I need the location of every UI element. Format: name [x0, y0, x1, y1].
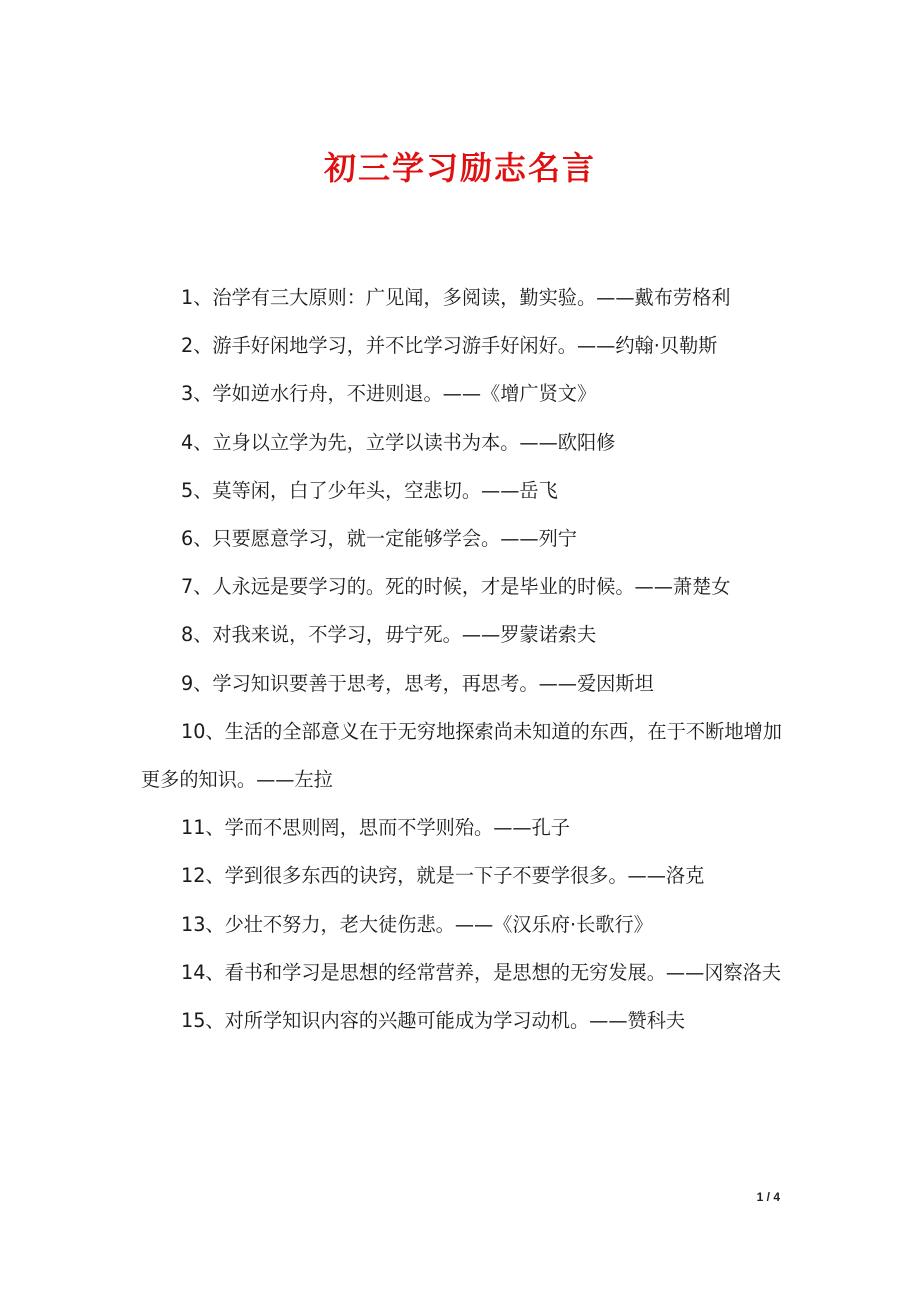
- quote-item: 14、看书和学习是思想的经常营养，是思想的无穷发展。——冈察洛夫: [181, 960, 782, 984]
- quote-item: 13、少壮不努力，老大徒伤悲。——《汉乐府·长歌行》: [181, 912, 653, 936]
- quote-item: 12、学到很多东西的诀窍，就是一下子不要学很多。——洛克: [181, 864, 705, 888]
- quote-item: 2、游手好闲地学习，并不比学习游手好闲好。——约翰·贝勒斯: [181, 334, 718, 358]
- page-indicator: 1 / 4: [756, 1190, 780, 1204]
- quote-item: 10、生活的全部意义在于无穷地探索尚未知道的东西，在于不断地增加更多的知识。——左拉: [141, 719, 782, 792]
- quote-item: 15、对所学知识内容的兴趣可能成为学习动机。——赞科夫: [181, 1009, 686, 1033]
- quote-item: 3、学如逆水行舟，不进则退。——《增广贤文》: [181, 382, 597, 406]
- quote-item: 6、只要愿意学习，就一定能够学会。——列宁: [181, 527, 577, 551]
- document-title: 初三学习励志名言: [323, 149, 596, 187]
- quote-item: 7、人永远是要学习的。死的时候，才是毕业的时候。——萧楚女: [181, 575, 731, 599]
- quote-item: 9、学习知识要善于思考，思考，再思考。——爱因斯坦: [181, 671, 654, 695]
- quote-item: 4、立身以立学为先，立学以读书为本。——欧阳修: [181, 430, 616, 454]
- quote-list: [141, 274, 782, 1045]
- quote-item: 11、学而不思则罔，思而不学则殆。——孔子: [181, 816, 570, 840]
- quote-item: 1、治学有三大原则：广见闻，多阅读，勤实验。——戴布劳格利: [181, 286, 731, 309]
- quote-item: 8、对我来说，不学习，毋宁死。——罗蒙诺索夫: [181, 623, 597, 647]
- quote-item: 5、莫等闲，白了少年头，空悲切。——岳飞: [181, 478, 558, 502]
